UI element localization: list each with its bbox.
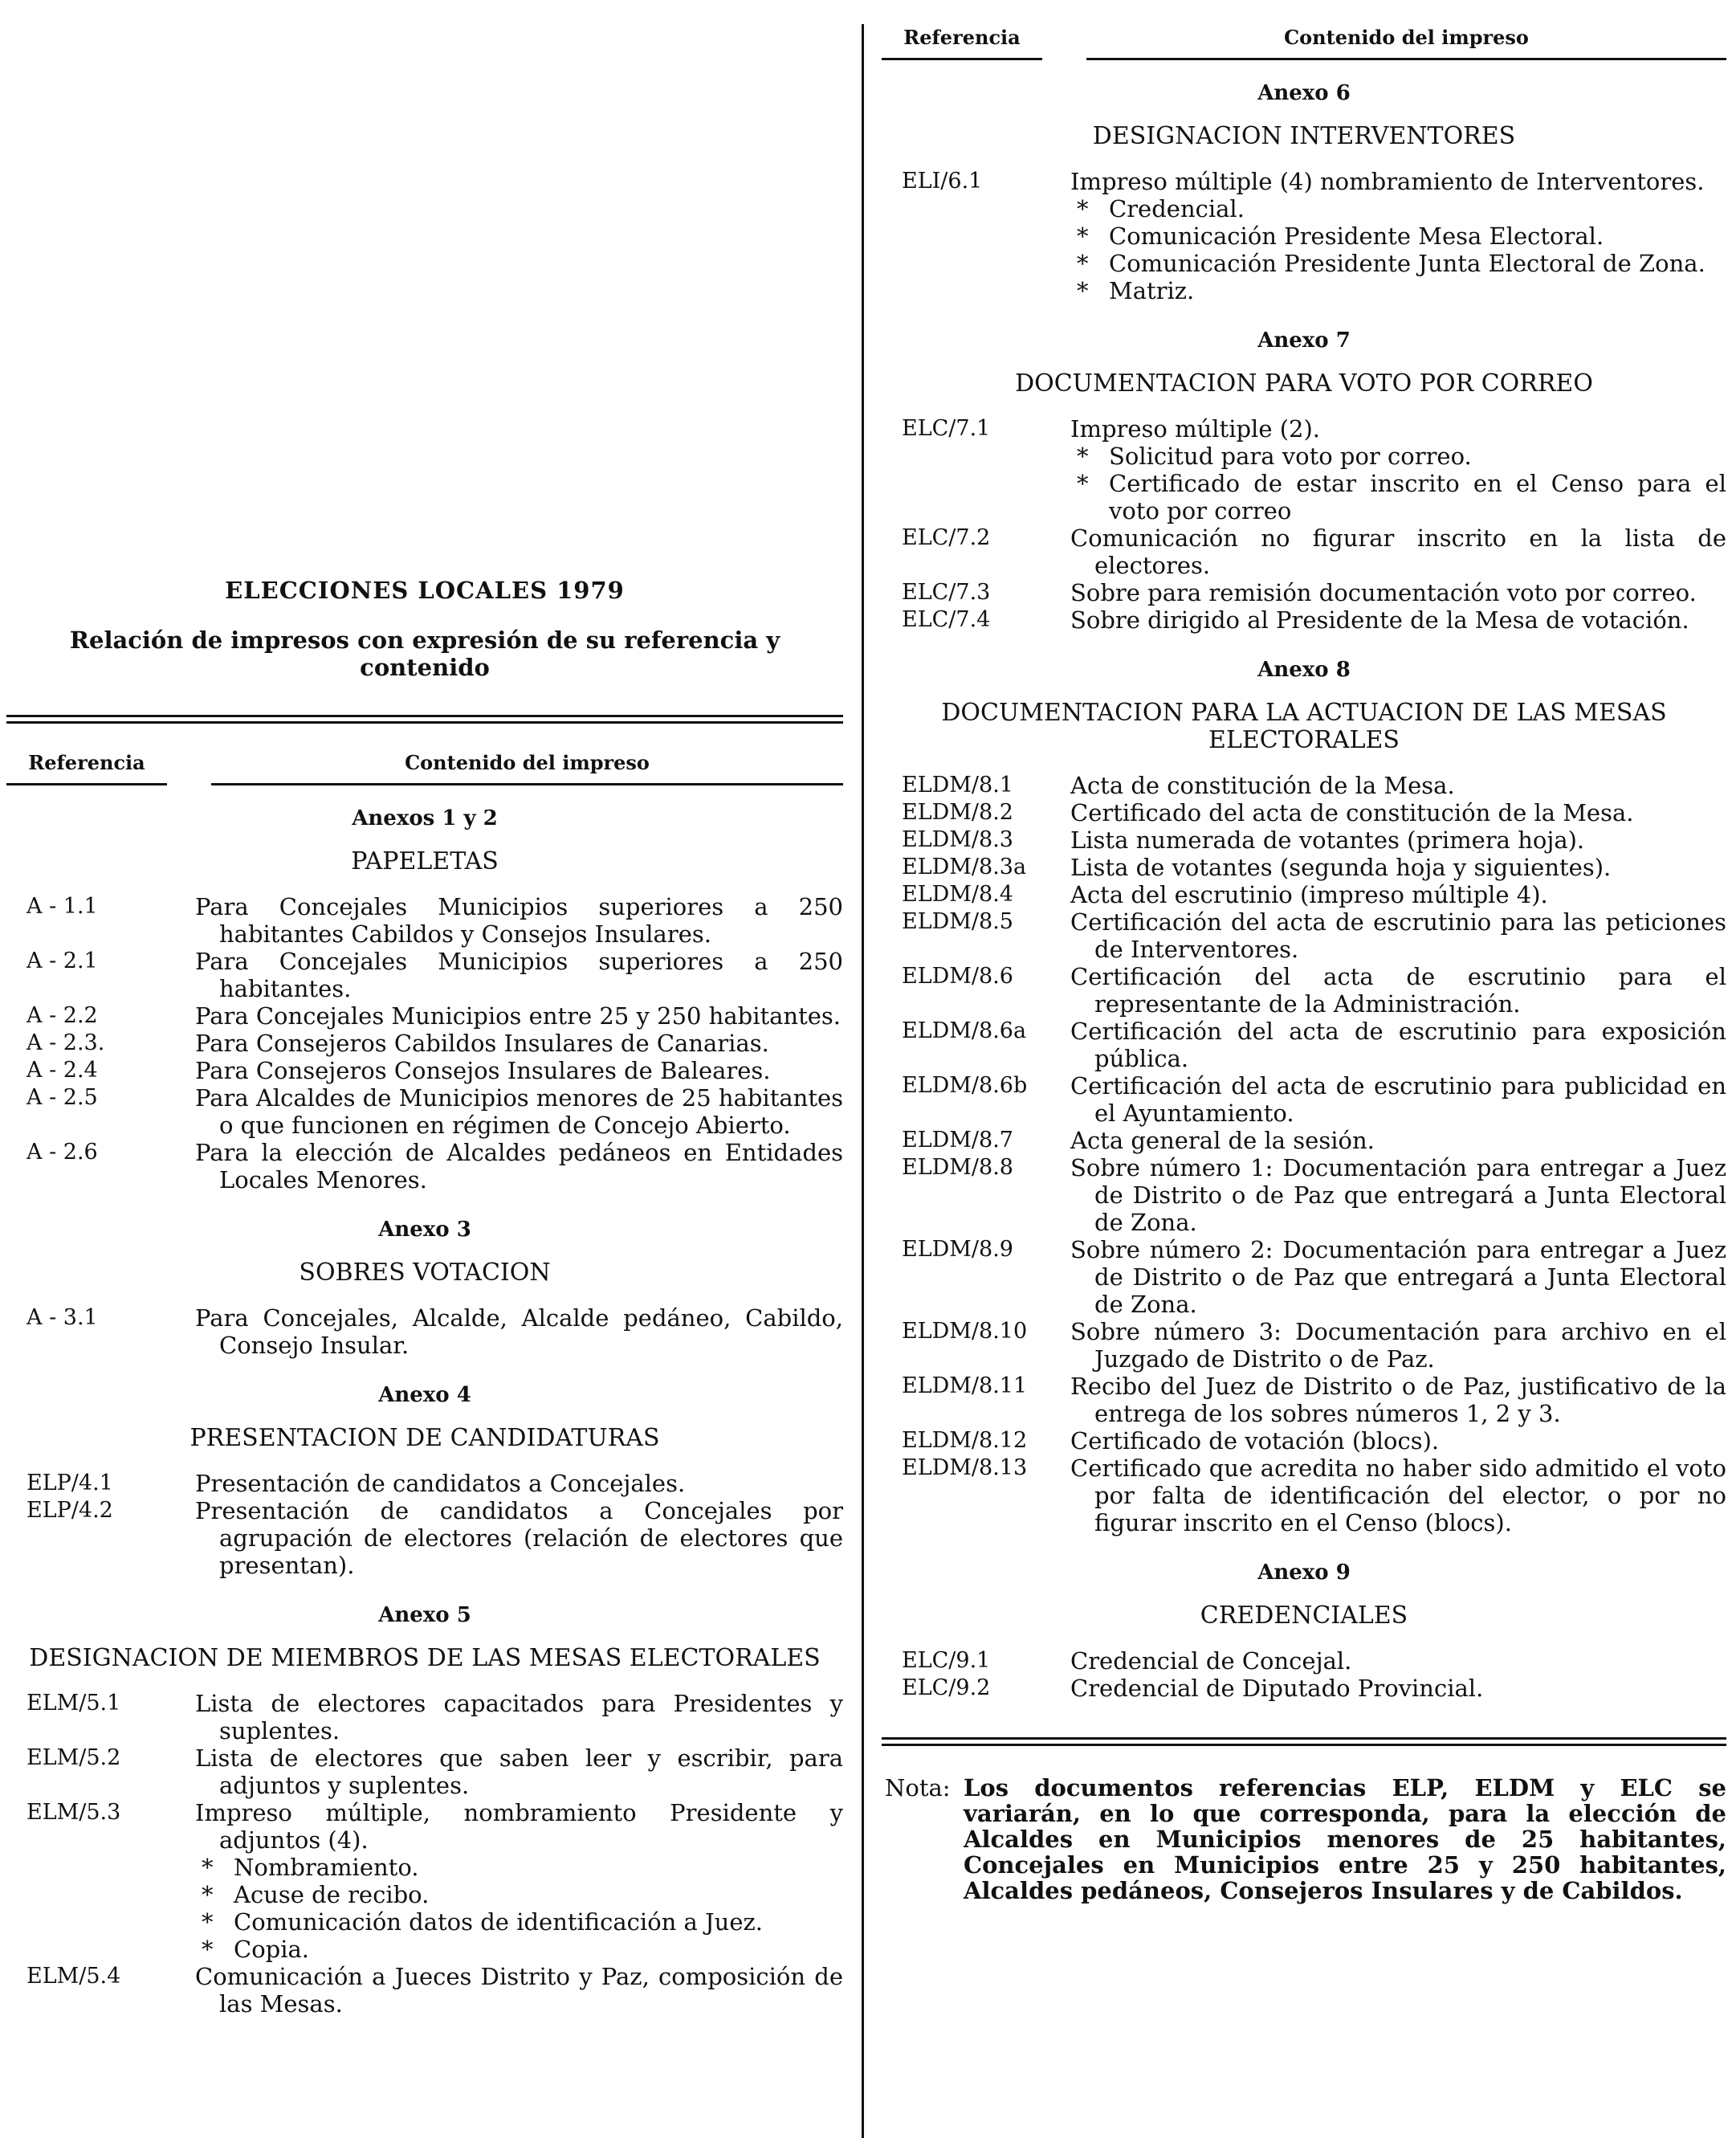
- item-description: [195, 1799, 843, 1963]
- item-reference: ELM/5.4: [26, 1964, 121, 1989]
- list-item: [882, 1018, 1726, 1072]
- section-title: PAPELETAS: [351, 847, 499, 875]
- item-text: Certificado del acta de constitución de la Mesa.: [1070, 799, 1634, 826]
- document-title: ELECCIONES LOCALES 1979: [225, 577, 625, 604]
- item-description: [1070, 1373, 1726, 1427]
- list-item: [882, 1455, 1726, 1536]
- item-text: Lista de votantes (segunda hoja y siguientes).: [1070, 854, 1612, 881]
- annex-heading: Anexo 3: [378, 1218, 471, 1242]
- list-item: [882, 1236, 1726, 1318]
- item-reference: ELC/7.1: [902, 416, 991, 441]
- item-reference: ELC/7.4: [902, 607, 991, 632]
- item-reference: ELDM/8.7: [902, 1128, 1013, 1153]
- item-description: [195, 1963, 843, 2018]
- annex-heading: Anexo 6: [1257, 81, 1351, 105]
- item-reference: ELDM/8.5: [902, 909, 1013, 934]
- item-reference: A - 2.1: [26, 949, 98, 973]
- item-description: [195, 1057, 843, 1084]
- item-text: Sobre número 3: Documentación para archivo en el Juzgado de Distrito o de Paz.: [1070, 1318, 1726, 1373]
- item-text: Para Concejales Municipios superiores a 250 habitantes.: [195, 948, 843, 1002]
- item-reference: ELC/9.1: [902, 1648, 991, 1673]
- list-item: [882, 908, 1726, 963]
- item-text: Certificación del acta de escrutinio para publicidad en el Ayuntamiento.: [1070, 1072, 1726, 1127]
- asterisk-icon: *: [202, 1936, 214, 1963]
- item-text: Impreso múltiple, nombramiento Presidente y adjuntos (4).: [195, 1799, 843, 1854]
- bullet-item: [195, 1936, 843, 1963]
- item-reference: A - 3.1: [26, 1305, 98, 1330]
- item-description: [1070, 1018, 1726, 1072]
- item-description: [1070, 1318, 1726, 1373]
- list-item: [882, 1647, 1726, 1675]
- item-text: Comunicación no figurar inscrito en la lista de electores.: [1070, 524, 1726, 579]
- item-reference: ELDM/8.4: [902, 882, 1013, 907]
- item-description: [1070, 524, 1726, 579]
- item-reference: ELDM/8.1: [902, 773, 1013, 798]
- item-text: Lista numerada de votantes (primera hoja).: [1070, 826, 1585, 854]
- asterisk-icon: *: [1077, 250, 1089, 277]
- item-reference: ELP/4.2: [26, 1498, 113, 1523]
- item-text: Presentación de candidatos a Concejales por agrupación de electores (relación de electores que presentan).: [195, 1497, 843, 1579]
- item-text: Para Concejales Municipios superiores a 250 habitantes Cabildos y Consejos Insulares.: [195, 893, 843, 948]
- item-reference: ELDM/8.3a: [902, 855, 1027, 879]
- item-reference: ELDM/8.8: [902, 1155, 1013, 1180]
- list-item: [6, 1470, 843, 1497]
- list-item: [6, 948, 843, 1002]
- item-description: [195, 893, 843, 948]
- bullet-text: Comunicación datos de identificación a Juez.: [234, 1908, 764, 1936]
- bullet-text: Credencial.: [1109, 195, 1245, 222]
- item-text: Para Concejales Municipios entre 25 y 250 habitantes.: [195, 1002, 842, 1030]
- item-reference: ELDM/8.2: [902, 800, 1013, 825]
- bullet-text: Solicitud para voto por correo.: [1109, 443, 1472, 470]
- item-description: [195, 1304, 843, 1359]
- item-text: Certificado de votación (blocs).: [1070, 1427, 1440, 1455]
- list-item: [882, 168, 1726, 304]
- bullet-text: Comunicación Presidente Mesa Electoral.: [1109, 222, 1604, 250]
- section-title: DESIGNACION INTERVENTORES: [1092, 122, 1516, 150]
- item-description: [195, 1497, 843, 1579]
- item-description: [195, 948, 843, 1002]
- list-item: [6, 1744, 843, 1799]
- item-description: [195, 1002, 843, 1030]
- item-description: [195, 1470, 843, 1497]
- list-item: [882, 963, 1726, 1018]
- bullet-list: [195, 1854, 843, 1963]
- list-item: [882, 579, 1726, 606]
- list-item: [882, 1072, 1726, 1127]
- list-item: [6, 1030, 843, 1057]
- item-reference: ELI/6.1: [902, 169, 983, 194]
- title-block: [6, 577, 843, 681]
- item-reference: ELP/4.1: [26, 1471, 113, 1495]
- bullet-item: [1070, 470, 1726, 524]
- header-content: Contenido del impreso: [1284, 26, 1529, 49]
- list-item: [882, 524, 1726, 579]
- right-column: [882, 0, 1726, 1903]
- asterisk-icon: *: [1077, 470, 1089, 497]
- bullet-item: [1070, 222, 1726, 250]
- bullet-item: [1070, 277, 1726, 304]
- list-item: [882, 1127, 1726, 1154]
- header-underlines: [6, 783, 843, 785]
- asterisk-icon: *: [1077, 443, 1089, 470]
- list-item: [6, 1690, 843, 1744]
- asterisk-icon: *: [202, 1854, 214, 1881]
- item-reference: ELDM/8.11: [902, 1373, 1028, 1398]
- double-rule: [6, 715, 843, 724]
- bullet-list: [1070, 195, 1726, 304]
- list-item: [882, 772, 1726, 799]
- item-text: Certificación del acta de escrutinio para las peticiones de Interventores.: [1070, 908, 1726, 963]
- item-description: [1070, 579, 1726, 606]
- section-title: SOBRES VOTACION: [299, 1259, 551, 1287]
- item-text: Para Alcaldes de Municipios menores de 25 habitantes o que funcionen en régimen de Concejo Abierto.: [195, 1084, 844, 1139]
- list-item: [6, 1497, 843, 1579]
- item-description: [1070, 908, 1726, 963]
- section-title: DESIGNACION DE MIEMBROS DE LAS MESAS ELECTORALES: [29, 1644, 821, 1672]
- bullet-item: [195, 1854, 843, 1881]
- asterisk-icon: *: [202, 1908, 214, 1936]
- item-reference: ELDM/8.6: [902, 964, 1013, 989]
- list-item: [882, 1154, 1726, 1236]
- list-item: [882, 1318, 1726, 1373]
- item-reference: ELC/9.2: [902, 1675, 991, 1700]
- item-description: [1070, 772, 1726, 799]
- item-reference: A - 2.3.: [26, 1030, 105, 1055]
- footnote-label: Nota:: [885, 1774, 951, 1801]
- item-description: [1070, 415, 1726, 524]
- item-description: [195, 1744, 843, 1799]
- list-item: [882, 1373, 1726, 1427]
- item-reference: ELM/5.1: [26, 1691, 121, 1716]
- column-divider: [862, 24, 864, 2138]
- list-item: [882, 415, 1726, 524]
- table-header: [6, 751, 843, 775]
- list-item: [882, 799, 1726, 826]
- list-item: [882, 1675, 1726, 1702]
- item-text: Sobre número 2: Documentación para entregar a Juez de Distrito o de Paz que entregará a Junta Electoral de Zona.: [1070, 1236, 1726, 1318]
- bullet-text: Acuse de recibo.: [234, 1881, 430, 1908]
- item-reference: ELM/5.2: [26, 1745, 121, 1770]
- item-text: Impreso múltiple (2).: [1070, 415, 1320, 443]
- annex-heading: Anexo 7: [1257, 328, 1351, 353]
- header-reference: Referencia: [28, 751, 145, 774]
- item-description: [1070, 1072, 1726, 1127]
- item-text: Acta de constitución de la Mesa.: [1070, 772, 1455, 799]
- item-text: Acta general de la sesión.: [1070, 1127, 1375, 1154]
- list-item: [6, 1057, 843, 1084]
- bullet-text: Certificado de estar inscrito en el Censo para el voto por correo: [1109, 470, 1726, 524]
- left-column: [6, 0, 843, 2018]
- item-description: [1070, 1236, 1726, 1318]
- annex-heading: Anexo 4: [378, 1383, 471, 1407]
- item-text: Lista de electores capacitados para Presidentes y suplentes.: [195, 1690, 843, 1744]
- item-text: Lista de electores que saben leer y escribir, para adjuntos y suplentes.: [195, 1744, 843, 1799]
- item-description: [1070, 1154, 1726, 1236]
- item-text: Credencial de Concejal.: [1070, 1647, 1352, 1675]
- bullet-item: [195, 1908, 843, 1936]
- list-item: [6, 1963, 843, 2018]
- header-reference: Referencia: [903, 26, 1021, 49]
- item-reference: ELDM/8.6a: [902, 1018, 1027, 1043]
- item-description: [1070, 1127, 1726, 1154]
- bullet-item: [195, 1881, 843, 1908]
- list-item: [882, 881, 1726, 908]
- header-underlines: [882, 58, 1726, 60]
- item-reference: ELC/7.2: [902, 525, 991, 550]
- item-text: Recibo del Juez de Distrito o de Paz, justificativo de la entrega de los sobres números 1, 2 y 3.: [1070, 1373, 1726, 1427]
- item-description: [1070, 1647, 1726, 1675]
- item-reference: ELDM/8.3: [902, 827, 1013, 852]
- item-reference: A - 1.1: [26, 894, 98, 919]
- item-text: Para Consejeros Consejos Insulares de Baleares.: [195, 1057, 771, 1084]
- annex-heading: Anexo 9: [1257, 1561, 1351, 1585]
- item-description: [195, 1690, 843, 1744]
- item-description: [1070, 881, 1726, 908]
- document-subtitle: Relación de impresos con expresión de su referencia y contenido: [69, 626, 780, 681]
- bullet-text: Matriz.: [1109, 277, 1195, 304]
- asterisk-icon: *: [1077, 222, 1089, 250]
- item-description: [1070, 799, 1726, 826]
- item-reference: ELDM/8.12: [902, 1428, 1028, 1453]
- item-text: Comunicación a Jueces Distrito y Paz, composición de las Mesas.: [195, 1963, 843, 2018]
- bullet-item: [1070, 443, 1726, 470]
- item-text: Sobre número 1: Documentación para entregar a Juez de Distrito o de Paz que entregará a Junta Electoral de Zona.: [1070, 1154, 1726, 1236]
- bullet-text: Nombramiento.: [234, 1854, 419, 1881]
- item-reference: ELDM/8.10: [902, 1319, 1028, 1344]
- item-description: [1070, 963, 1726, 1018]
- item-description: [1070, 606, 1726, 634]
- item-description: [1070, 1675, 1726, 1702]
- item-reference: A - 2.6: [26, 1140, 98, 1165]
- item-reference: A - 2.4: [26, 1058, 98, 1083]
- item-text: Certificado que acredita no haber sido admitido el voto por falta de identificación del elector, o por no figurar inscrito en el Censo (blocs).: [1070, 1455, 1726, 1536]
- item-text: Presentación de candidatos a Concejales.: [195, 1470, 686, 1497]
- list-item: [6, 1304, 843, 1359]
- item-reference: A - 2.2: [26, 1003, 98, 1028]
- list-item: [882, 854, 1726, 881]
- right-sections: [882, 81, 1726, 1702]
- item-text: Impreso múltiple (4) nombramiento de Interventores.: [1070, 168, 1705, 195]
- item-text: Sobre para remisión documentación voto por correo.: [1070, 579, 1697, 606]
- annex-heading: Anexo 5: [378, 1603, 471, 1627]
- annex-heading: Anexo 8: [1257, 658, 1351, 682]
- section-title: CREDENCIALES: [1200, 1601, 1408, 1630]
- bullet-text: Comunicación Presidente Junta Electoral de Zona.: [1109, 250, 1705, 277]
- bullet-list: [1070, 443, 1726, 524]
- item-description: [1070, 854, 1726, 881]
- list-item: [6, 893, 843, 948]
- section-title: PRESENTACION DE CANDIDATURAS: [189, 1424, 660, 1452]
- bullet-item: [1070, 195, 1726, 222]
- item-description: [1070, 168, 1726, 304]
- item-description: [195, 1139, 843, 1193]
- item-text: Certificación del acta de escrutinio para exposición pública.: [1070, 1018, 1726, 1072]
- list-item: [882, 606, 1726, 634]
- list-item: [6, 1139, 843, 1193]
- list-item: [882, 826, 1726, 854]
- section-title: DOCUMENTACION PARA LA ACTUACION DE LAS MESAS ELECTORALES: [941, 699, 1667, 754]
- asterisk-icon: *: [1077, 277, 1089, 304]
- item-reference: ELDM/8.13: [902, 1455, 1028, 1480]
- list-item: [882, 1427, 1726, 1455]
- item-text: Sobre dirigido al Presidente de la Mesa de votación.: [1070, 606, 1689, 634]
- section-title: DOCUMENTACION PARA VOTO POR CORREO: [1015, 369, 1593, 398]
- item-description: [195, 1084, 843, 1139]
- item-text: Credencial de Diputado Provincial.: [1070, 1675, 1484, 1702]
- item-text: Para Concejales, Alcalde, Alcalde pedáneo, Cabildo, Consejo Insular.: [195, 1304, 843, 1359]
- list-item: [6, 1799, 843, 1963]
- footnote-text: Los documentos referencias ELP, ELDM y ELC se variarán, en lo que corresponda, para la elección de Alcaldes en Municipios menores de 25 habitantes, Concejales en Municipios entre 25 y 250 habitantes, Alcaldes pedáneos, Consejeros Insulares y de Cabildos.: [964, 1774, 1726, 1904]
- item-description: [1070, 826, 1726, 854]
- bullet-text: Copia.: [234, 1936, 309, 1963]
- footnote: [882, 1775, 1726, 1903]
- annex-heading: Anexos 1 y 2: [352, 806, 498, 830]
- item-reference: ELDM/8.6b: [902, 1073, 1028, 1098]
- table-header: [882, 26, 1726, 50]
- item-reference: ELDM/8.9: [902, 1237, 1013, 1262]
- item-text: Acta del escrutinio (impreso múltiple 4).: [1070, 881, 1548, 908]
- header-content: Contenido del impreso: [405, 751, 650, 774]
- bullet-item: [1070, 250, 1726, 277]
- list-item: [6, 1002, 843, 1030]
- item-text: Para Consejeros Cabildos Insulares de Canarias.: [195, 1030, 769, 1057]
- item-description: [1070, 1427, 1726, 1455]
- item-reference: ELM/5.3: [26, 1800, 121, 1825]
- item-text: Para la elección de Alcaldes pedáneos en Entidades Locales Menores.: [195, 1139, 843, 1193]
- asterisk-icon: *: [1077, 195, 1089, 222]
- list-item: [6, 1084, 843, 1139]
- left-sections: [6, 806, 843, 2018]
- item-description: [195, 1030, 843, 1057]
- asterisk-icon: *: [202, 1881, 214, 1908]
- double-rule: [882, 1737, 1726, 1746]
- item-reference: ELC/7.3: [902, 580, 991, 605]
- item-text: Certificación del acta de escrutinio para el representante de la Administración.: [1070, 963, 1726, 1018]
- item-description: [1070, 1455, 1726, 1536]
- item-reference: A - 2.5: [26, 1085, 98, 1110]
